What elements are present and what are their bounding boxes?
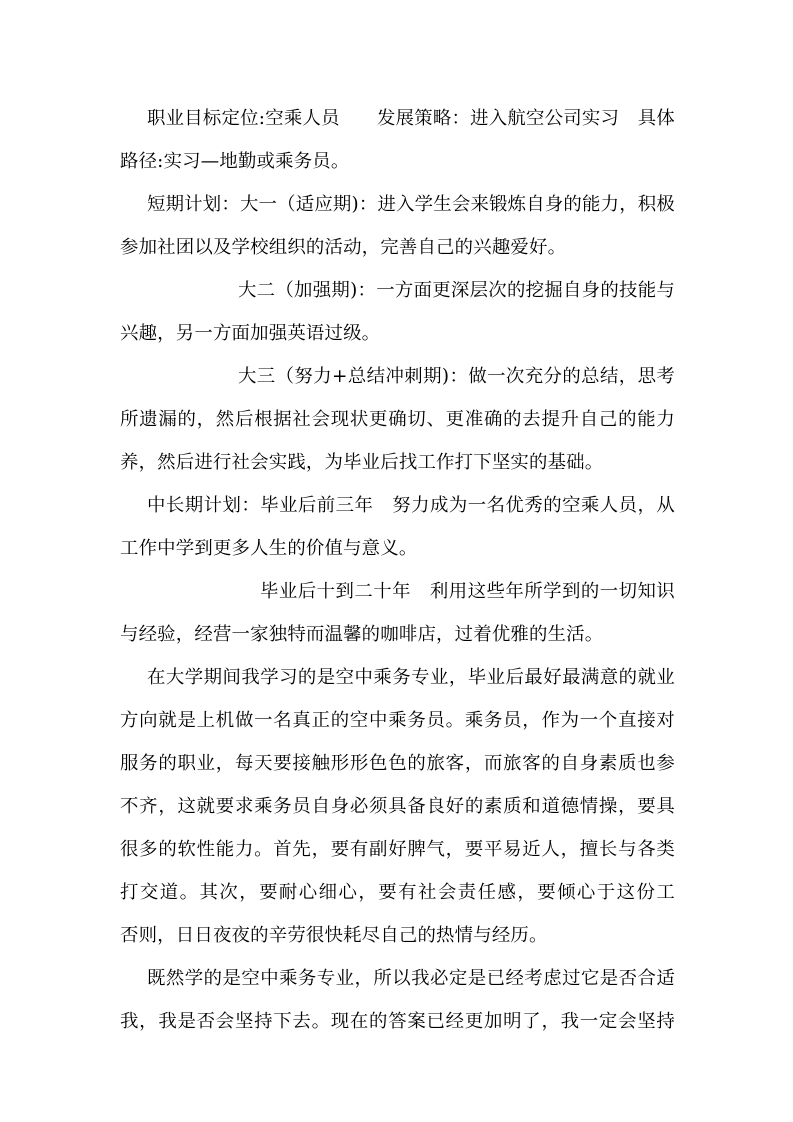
text-line: 打交道。其次，要耐心细心，要有社会责任感，要倾心于这份工 bbox=[120, 882, 675, 903]
text-line: 与经验，经营一家独特而温馨的咖啡店，过着优雅的生活。 bbox=[120, 624, 604, 645]
body-text bbox=[120, 97, 675, 1043]
text-line: 不齐，这就要求乘务员自身必须具备良好的素质和道德情操，要具 bbox=[120, 796, 675, 817]
text-line: 短期计划：大一（适应期)：进入学生会来锻炼自身的能力，积极 bbox=[147, 194, 675, 215]
text-line: 兴趣，另一方面加强英语过级。 bbox=[120, 323, 381, 344]
text-line: 方向就是上机做一名真正的空中乘务员。乘务员，作为一个直接对 bbox=[120, 710, 675, 731]
text-line: 工作中学到更多人生的价值与意义。 bbox=[120, 538, 418, 559]
text-line: 在大学期间我学习的是空中乘务专业，毕业后最好最满意的就业 bbox=[147, 667, 675, 688]
text-line: 我，我是否会坚持下去。现在的答案已经更加明了，我一定会坚持 bbox=[120, 1011, 675, 1032]
text-line: 很多的软性能力。首先，要有副好脾气，要平易近人，擅长与各类 bbox=[120, 839, 675, 860]
text-line: 毕业后十到二十年 利用这些年所学到的一切知识 bbox=[260, 581, 675, 602]
text-line: 大二（加强期)：一方面更深层次的挖掘自身的技能与 bbox=[238, 280, 675, 301]
text-line: 职业目标定位:空乘人员 发展策略：进入航空公司实习 具体 bbox=[147, 108, 675, 129]
text-line: 大三（努力+总结冲刺期)：做一次充分的总结，思考 bbox=[238, 366, 675, 387]
text-line: 中长期计划：毕业后前三年 努力成为一名优秀的空乘人员，从 bbox=[147, 495, 675, 516]
text-line: 服务的职业，每天要接触形形色色的旅客，而旅客的自身素质也参 bbox=[120, 753, 675, 774]
text-line: 所遗漏的，然后根据社会现状更确切、更准确的去提升自己的能力 bbox=[120, 409, 675, 430]
text-line: 既然学的是空中乘务专业，所以我必定是已经考虑过它是否合适 bbox=[147, 968, 675, 989]
text-line: 养，然后进行社会实践，为毕业后找工作打下坚实的基础。 bbox=[120, 452, 604, 473]
text-line: 参加社团以及学校组织的活动，完善自己的兴趣爱好。 bbox=[120, 237, 567, 258]
text-line: 否则，日日夜夜的辛劳很快耗尽自己的热情与经历。 bbox=[120, 925, 548, 946]
text-line: 路径:实习—地勤或乘务员。 bbox=[120, 151, 350, 172]
